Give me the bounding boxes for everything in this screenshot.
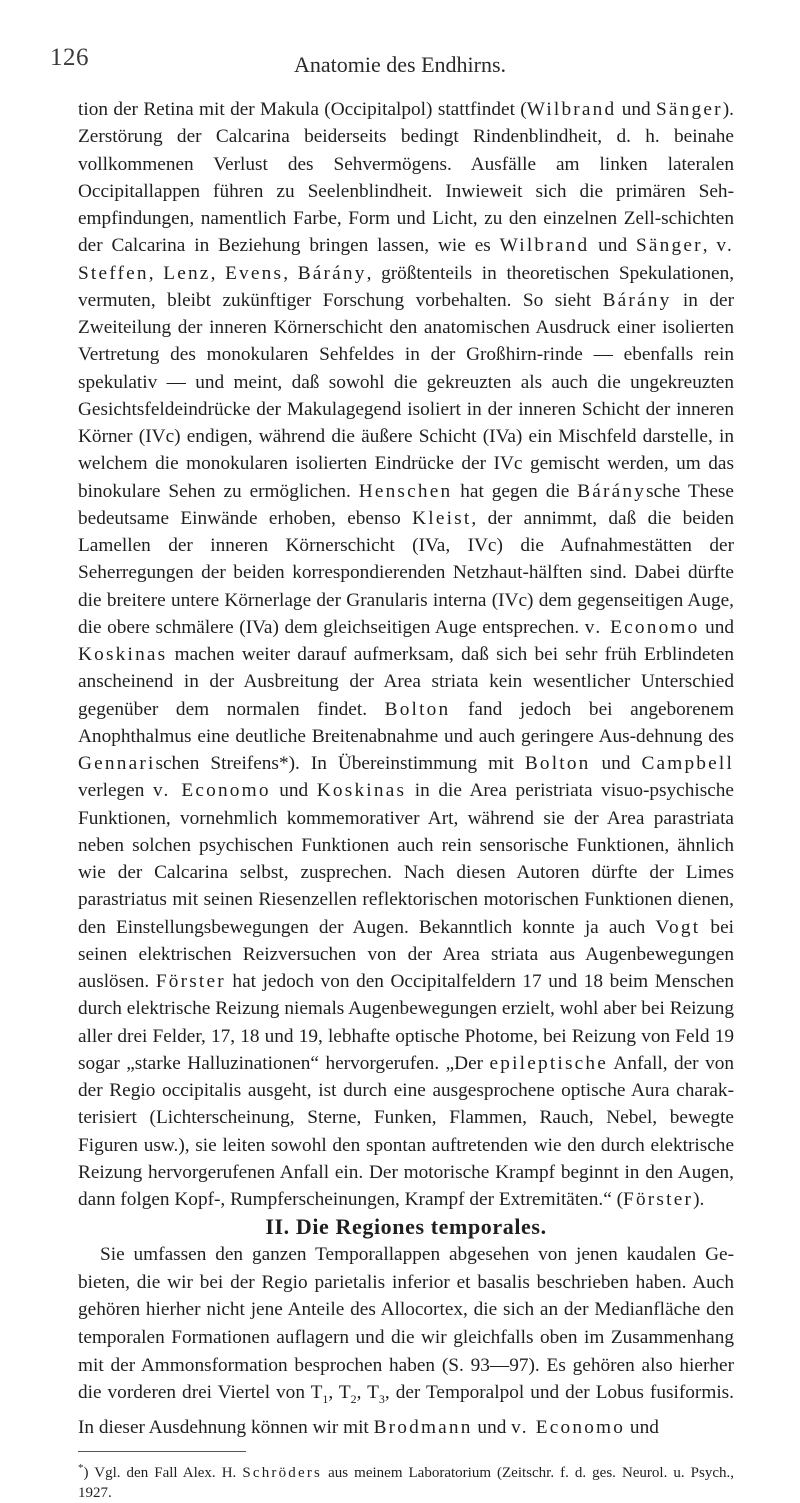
section-heading: II. Die Regiones temporales. — [265, 1214, 547, 1240]
running-title: Anatomie des Endhirns. — [293, 52, 507, 77]
emphasized-word: epileptische — [489, 1052, 609, 1074]
author-name: Gennari — [78, 753, 156, 774]
author-name: Bárány — [297, 262, 367, 284]
footnote-divider — [78, 1451, 246, 1452]
author-name: Koskinas — [78, 644, 168, 665]
author-name: Schröders — [242, 1465, 323, 1482]
author-name: Wilbrand — [499, 235, 590, 257]
author-name: Campbell — [641, 753, 735, 774]
author-name: Brodmann — [373, 1416, 473, 1438]
author-name: Vogt — [655, 916, 701, 938]
author-name: Bárány — [602, 289, 672, 311]
author-name: v. Economo — [584, 616, 700, 638]
author-name: Förster — [623, 1189, 694, 1210]
author-name: v. Steffen — [78, 235, 735, 284]
author-name: Kleist — [412, 507, 472, 529]
paragraph-1: tion der Retina mit der Makula (Occipitalpol) stattfindet (Wilbrand und Sänger). Zerstörung der Calcarina beiderseits bedingt Rindenblindheit, d. h. beinahe vollkommenen Verlust des Sehvermögens. Ausfälle am linken lateralen Occipitallappen führen zu Seelenblindheit. Inwieweit sich die primären Seh-empfindungen, namentlich Farbe, Form und Licht, zu den einzelnen Zell-schichten der Calcarina in Beziehung bringen lassen, wie es Wilbrand und Sänger, v. Steffen, Lenz, Evens, Bárány, größtenteils in theoretischen Spekulationen, vermuten, bleibt zukünftiger Forschung vorbehalten. So sieht Bárány in der Zweiteilung der inneren Körnerschicht den anatomischen Ausdruck einer isolierten Vertretung des monokularen Sehfeldes in der Großhirn-rinde — ebenfalls rein spekulativ — und meint, daß sowohl die gekreuzten als auch die ungekreuzten Gesichtsfeldeindrücke der Makulagegend isoliert in der inneren Schicht der inneren Körner (IVc) endigen, während die äußere Schicht (IVa) ein Mischfeld darstelle, in welchem die monokularen isolierten Eindrücke der IVc gemischt werden, um das binokulare Sehen zu ermöglichen. Henschen hat gegen die Báránysche These bedeutsame Einwände erhoben, ebenso Kleist, der annimmt, daß die beiden Lamellen der inneren Körnerschicht (IVa, IVc) die Aufnahmestätten der Seherregungen der beiden korrespondierenden Netzhaut-hälften sind. Dabei dürfte die breitere untere Körnerlage der Granularis interna (IVc) dem gegenseitigen Auge, die obere schmälere (IVa) dem gleichseitigen Auge entsprechen. v. Economo und Koskinas machen weiter darauf aufmerksam, daß sich bei sehr früh Erblindeten anscheinend in der Ausbreitung der Area striata kein wesentlicher Unterschied gegenüber dem normalen findet. Bolton fand jedoch bei angeborenem Anophthalmus eine deutliche Breitenabnahme und auch geringere Aus-dehnung des Gennarischen Streifens*). In Übereinstimmung mit Bolton und Campbell verlegen v. Economo und Koskinas in die Area peristriata visuo-psychische Funktionen, vornehmlich kommemorativer Art, während sie der Area parastriata neben solchen psychischen Funktionen auch rein sensorische Funktionen, ähnlich wie der Calcarina selbst, zusprechen. Nach diesen Autoren dürfte der Limes parastriatus mit seinen Riesenzellen reflektorischen motorischen Funktionen dienen, den Einstellungsbewegungen der Augen. Bekanntlich konnte ja auch Vogt bei seinen elektrischen Reizversuchen von der Area striata aus Augenbewegungen auslösen. Förster hat jedoch von den Occipitalfeldern 17 und 18 beim Menschen durch elektrische Reizung niemals Augenbewegungen erzielt, wohl aber bei Reizung aller drei Felder, 17, 18 und 19, lebhafte optische Photome, bei Reizung von Feld 19 sogar „starke Halluzinationen“ hervorgerufen. „Der epileptische Anfall, der von der Regio occipitalis ausgeht, ist durch eine ausgesprochene optische Aura charak-terisiert (Lichterscheinung, Sterne, Funken, Flammen, Rauch, Nebel, bewegte Figuren usw.), sie leiten sowohl den spontan auftretenden wie den durch elektrische Reizung hervorgerufenen Anfall ein. Der motorische Krampf beginnt in den Augen, dann folgen Kopf-, Rumpferscheinungen, Krampf der Extremitäten.“ (Förster). — [78, 99, 735, 1210]
footnote: *) Vgl. den Fall Alex. H. Schröders aus meinem Laboratorium (Zeitschr. f. d. ges. Neurol. u. Psych., 1927. — [78, 1462, 734, 1502]
author-name: Wilbrand — [526, 99, 617, 120]
footnote-mark: * — [278, 753, 289, 774]
author-name: Evens — [225, 262, 284, 284]
author-name: Bolton — [524, 753, 591, 774]
author-name: Sänger — [635, 235, 703, 257]
main-text — [78, 96, 734, 1503]
author-name: v. Economo — [152, 780, 271, 802]
author-name: Henschen — [358, 480, 453, 502]
author-name: Lenz — [163, 262, 211, 284]
page-number: 126 — [50, 44, 89, 71]
author-name: v. Economo — [511, 1416, 626, 1438]
footnote-mark: * — [78, 1462, 84, 1475]
author-name: Bárány — [577, 480, 647, 502]
author-name: Förster — [155, 971, 226, 992]
author-name: Koskinas — [316, 780, 407, 802]
paragraph-2: Sie umfassen den ganzen Temporallappen abgesehen von jenen kaudalen Ge-bieten, die wir bei der Regio parietalis inferior et basalis beschrieben haben. Auch gehören hierher nicht jene Anteile des Allocortex, die sich an der Medianfläche den temporalen Formationen auflagern und die wir gleichfalls oben im Zusammenhang mit der Ammonsformation besprochen haben (S. 93—97). Es gehören also hierher die vorderen drei Viertel von $T_1$, $T_2$, $T_3$, der Temporalpol und der Lobus fusiformis. In dieser Ausdehnung können wir mit Brodmann und v. Economo und — [78, 1244, 734, 1438]
author-name: Sänger — [656, 99, 723, 120]
author-name: Bolton — [384, 698, 451, 720]
